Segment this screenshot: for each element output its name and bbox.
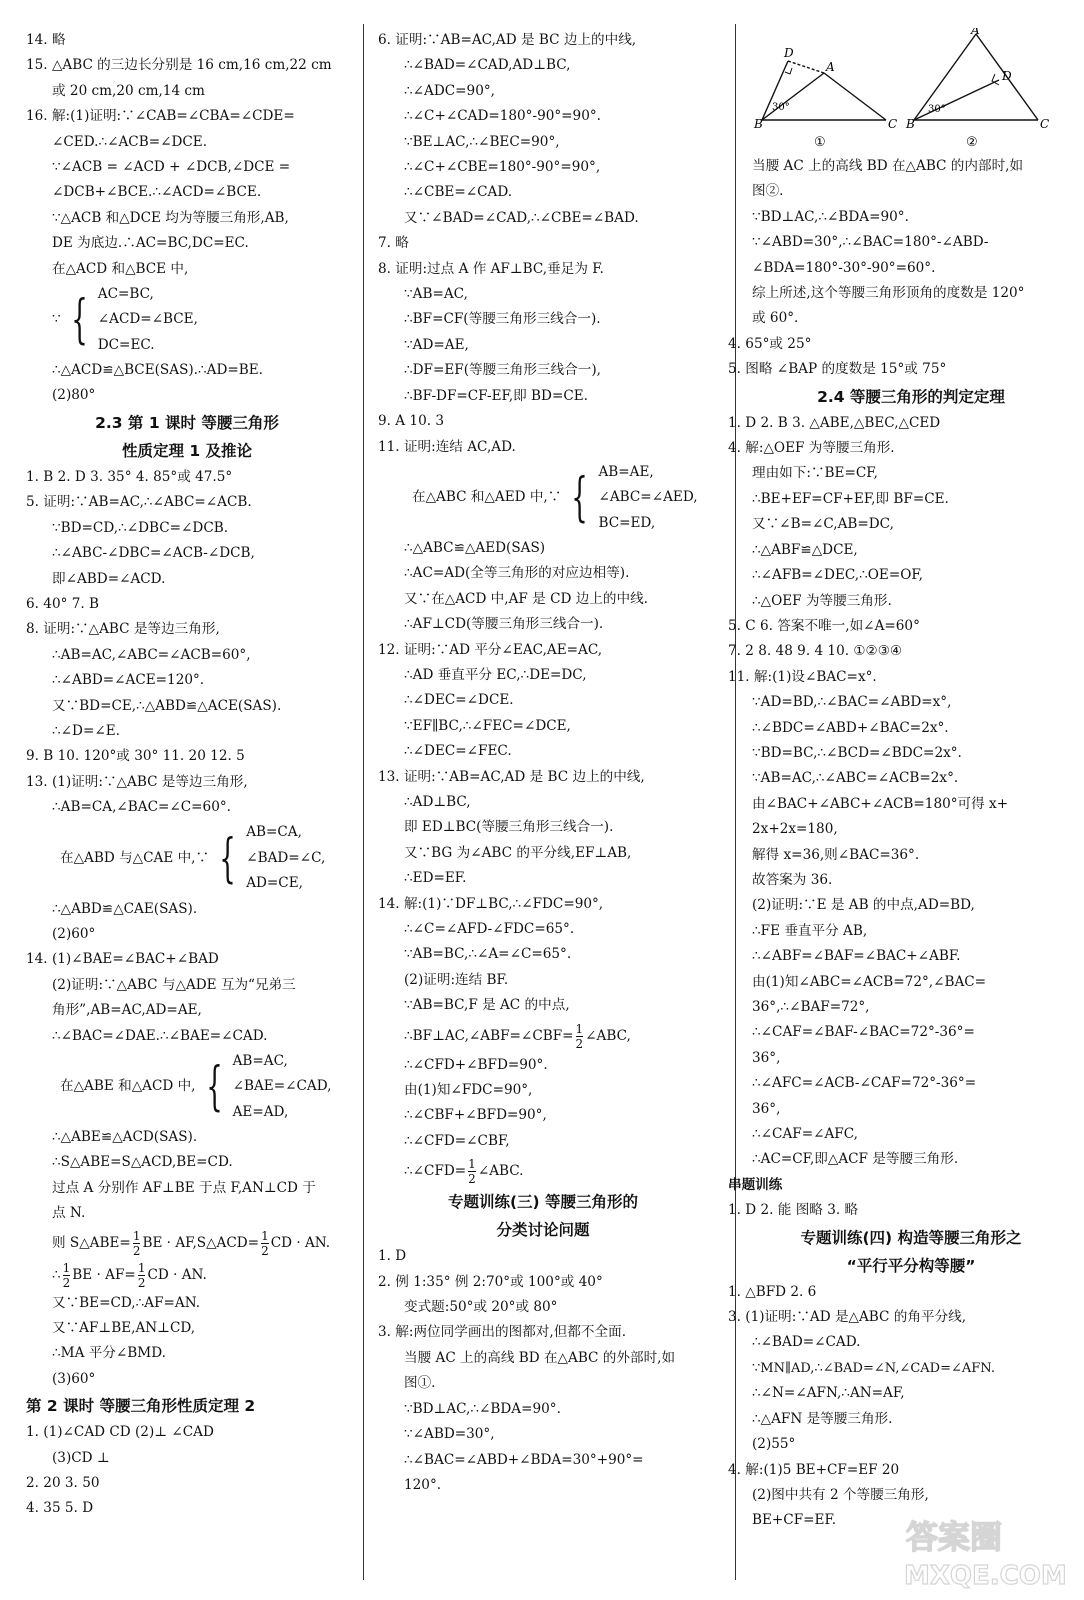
answer-line: 7. 2 8. 48 9. 4 10. ①②③④: [728, 643, 903, 660]
answer-line: ∵BD⊥AC,∴∠BDA=90°.: [752, 208, 909, 225]
answer-line: ∴∠DEC=∠DCE.: [404, 692, 514, 709]
figure-number: ②: [966, 135, 978, 150]
answer-line: 或 60°.: [752, 310, 799, 327]
answer-line: ∴∠D=∠E.: [52, 722, 120, 739]
figure-number: ①: [814, 135, 826, 150]
answer-line: 又∵∠B=∠C,AB=DC,: [752, 516, 894, 533]
angle-label: 30°: [928, 104, 946, 115]
answer-line: (2)证明:∵△ABC 与△ADE 互为“兄弟三: [52, 976, 296, 993]
answer-line: 1. D 2. 能 图略 3. 略: [728, 1202, 859, 1219]
answer-line: ∵AB=BC,F 是 AC 的中点,: [404, 997, 570, 1014]
answer-line: (3)60°: [52, 1370, 96, 1387]
answer-line: 过点 A 分别作 AF⊥BE 于点 F,AN⊥CD 于: [52, 1179, 316, 1196]
answer-line: 当腰 AC 上的高线 BD 在△ABC 的内部时,如: [752, 158, 1024, 174]
answer-line: 即∠ABD=∠ACD.: [52, 570, 166, 587]
answer-line: (2)60°: [52, 925, 96, 942]
point-label: D: [784, 46, 794, 60]
section-heading: “平行平分构等腰”: [846, 1256, 976, 1275]
answer-line: 由∠BAC+∠ABC+∠ACB=180°可得 x+: [752, 795, 1009, 812]
geometry-figure: [752, 28, 1070, 154]
answer-line: ∵EF∥BC,∴∠FEC=∠DCE,: [404, 717, 571, 734]
answer-line: ∴∠ABF=∠BAF=∠BAC+∠ABF.: [752, 948, 961, 965]
svg-text:答案圈: 答案圈: [906, 1518, 1003, 1556]
answer-line: 11. 证明:连结 AC,AD.: [378, 438, 516, 455]
answer-line: ∴∠AFC=∠ACB-∠CAF=72°-36°=: [752, 1075, 977, 1092]
column-2: [378, 28, 708, 1498]
answer-line: 13. 证明:∵AB=AC,AD 是 BC 边上的中线,: [378, 768, 645, 785]
answer-line: ∵AD=BD,∴∠BAC=∠ABD=x°,: [752, 694, 952, 711]
answer-line: 4. 解:(1)5 BE+CF=EF 20: [728, 1461, 900, 1478]
answer-line: ∠BDA=180°-30°-90°=60°.: [752, 259, 936, 276]
point-label: C: [1040, 117, 1050, 131]
answer-line: ∴∠ABD=∠ACE=120°.: [52, 672, 205, 689]
point-label: A: [971, 28, 980, 37]
answer-line: 又∵AF⊥BE,AN⊥CD,: [52, 1320, 196, 1337]
answer-line: (2)80°: [52, 387, 96, 404]
answer-line: 3. (1)证明:∵AD 是△ABC 的角平分线,: [728, 1309, 967, 1326]
answer-line: 图①.: [404, 1375, 436, 1392]
answer-line: ∴∠BAC=∠ABD+∠BDA=30°+90°=: [404, 1451, 644, 1468]
angle-label: 30°: [772, 102, 790, 113]
answer-line: 5. 图略 ∠BAP 的度数是 15°或 75°: [728, 361, 947, 378]
answer-line: (3)CD ⊥: [52, 1449, 110, 1466]
answer-line: 4. 35 5. D: [26, 1500, 94, 1517]
answer-line: 14. 解:(1)∵DF⊥BC,∴∠FDC=90°,: [378, 895, 604, 912]
section-heading: 2.4 等腰三角形的判定定理: [817, 387, 1005, 406]
system-line: ∠BAD=∠C,: [246, 849, 326, 866]
answer-line: 1. B 2. D 3. 35° 4. 85°或 47.5°: [26, 468, 233, 485]
answer-line: ∵BD=BC,∴∠BCD=∠BDC=2x°.: [752, 744, 962, 761]
column-1: [26, 28, 348, 1522]
answer-line: ∴∠CAF=∠BAF-∠BAC=72°-36°=: [752, 1024, 975, 1041]
answer-line: ∴△ABC≌△AED(SAS): [404, 539, 546, 556]
answer-line: ∴ED=EF.: [404, 870, 467, 887]
fraction: $\frac{1}{2}$: [261, 1228, 269, 1258]
point-label: B: [754, 117, 763, 131]
equation-system: 在△ABC 和△AED 中,∵ { AB=AE, ∠ABC=∠AED, BC=ED,: [378, 460, 708, 536]
system-line: DC=EC.: [97, 336, 155, 353]
answer-line: 6. 40° 7. B: [26, 595, 99, 612]
brace-icon: {: [571, 467, 589, 528]
answer-line: 又∵BG 为∠ABC 的平分线,EF⊥AB,: [404, 844, 632, 861]
answer-line: ∵MN∥AD,∴∠BAD=∠N,∠CAD=∠AFN.: [752, 1360, 995, 1376]
answer-line: 36°,: [752, 1049, 781, 1066]
answer-line: 7. 略: [378, 235, 409, 252]
svg-text:MXQE.COM: MXQE.COM: [904, 1561, 1066, 1591]
brace-icon: {: [205, 1057, 223, 1117]
sub-heading: 串题训练: [728, 1176, 783, 1193]
answer-line: ∴△ABE≌△ACD(SAS).: [52, 1129, 198, 1145]
answer-line: ∠CED.∴∠ACB=∠DCE.: [52, 133, 208, 150]
answer-line: ∴∠CFD=∠CBF,: [404, 1132, 510, 1149]
answer-line: ∴AC=CF,即△ACF 是等腰三角形.: [752, 1151, 959, 1168]
answer-line: 故答案为 36.: [752, 871, 833, 888]
answer-line: ∴MA 平分∠BMD.: [52, 1345, 166, 1362]
system-line: AB=CA,: [246, 824, 302, 841]
answer-line: 当腰 AC 上的高线 BD 在△ABC 的外部时,如: [404, 1349, 676, 1366]
answer-line: ∴∠BAC=∠DAE.∴∠BAE=∠CAD.: [52, 1027, 268, 1044]
answer-line: ∴BF-DF=CF-EF,即 BD=CE.: [404, 387, 588, 404]
answer-line: 在△ACD 和△BCE 中,: [52, 260, 189, 277]
section-heading: 2.3 第 1 课时 等腰三角形: [95, 413, 279, 432]
answer-line: ∵BE⊥AC,∴∠BEC=90°,: [404, 133, 560, 150]
answer-line: ∴BF=CF(等腰三角形三线合一).: [404, 311, 601, 328]
answer-line: ∴BF⊥AC,∠ABF=∠CBF= $\frac{1}{2}$ ∠ABC,: [404, 1021, 631, 1051]
answer-line: ∵△ACB 和△DCE 均为等腰三角形,AB,: [52, 209, 289, 226]
answer-line: ∴∠ADC=90°,: [404, 82, 495, 99]
section-heading: 专题训练(四) 构造等腰三角形之: [800, 1228, 1022, 1247]
fraction: $\frac{1}{2}$: [575, 1021, 584, 1051]
answer-line: ∴∠N=∠AFN,∴AN=AF,: [752, 1385, 905, 1402]
answer-line: ∴△AFN 是等腰三角形.: [752, 1410, 893, 1427]
answer-line: ∵∠ABD=30°,∴∠BAC=180°-∠ABD-: [752, 234, 989, 251]
fraction: $\frac{1}{2}$: [137, 1260, 146, 1290]
answer-line: ∴AC=AD(全等三角形的对应边相等).: [404, 565, 630, 582]
answer-line: 又∵在△ACD 中,AF 是 CD 边上的中线.: [404, 590, 648, 607]
system-line: ∠BAE=∠CAD,: [232, 1078, 332, 1095]
answer-line: ∴AD 垂直平分 EC,∴DE=DC,: [404, 666, 587, 683]
answer-line: 即 ED⊥BC(等腰三角形三线合一).: [404, 819, 614, 836]
answer-line: 9. A 10. 3: [378, 413, 445, 430]
point-label: C: [888, 117, 898, 131]
answer-line: 6. 证明:∵AB=AC,AD 是 BC 边上的中线,: [378, 32, 637, 48]
answer-line: 综上所述,这个等腰三角形顶角的度数是 120°: [752, 285, 1025, 302]
system-line: AE=AD,: [232, 1103, 289, 1120]
section-heading: 第 2 课时 等腰三角形性质定理 2: [26, 1397, 256, 1416]
answer-line: ∵BD=CD,∴∠DBC=∠DCB.: [52, 519, 229, 536]
answer-line: 角形”,AB=AC,AD=AE,: [52, 1002, 202, 1019]
answer-line: ∴∠CAF=∠AFC,: [752, 1126, 858, 1143]
column-3: [728, 28, 1070, 1534]
answer-line: ∴∠BDC=∠ABD+∠BAC=2x°.: [752, 719, 949, 736]
answer-line: ∴∠BAD=∠CAD.: [752, 1334, 861, 1351]
answer-line: DE 为底边.∴AC=BC,DC=EC.: [52, 235, 249, 252]
answer-line: 由(1)知∠FDC=90°,: [404, 1082, 533, 1099]
answer-line: ∴∠CFD+∠BFD=90°.: [404, 1056, 548, 1073]
answer-line: ∴∠ABC-∠DBC=∠ACB-∠DCB,: [52, 545, 255, 562]
answer-line: (2)图中共有 2 个等腰三角形,: [752, 1486, 929, 1503]
equation-system: 在△ABE 和△ACD 中, { AB=AC, ∠BAE=∠CAD, AE=AD,: [26, 1049, 348, 1125]
point-label: A: [826, 60, 835, 74]
fraction: $\frac{1}{2}$: [62, 1260, 71, 1290]
system-line: BC=ED,: [598, 514, 656, 531]
section-heading: 性质定理 1 及推论: [121, 441, 253, 460]
answer-line: ∴∠CFD= $\frac{1}{2}$ ∠ABC.: [404, 1157, 524, 1187]
answer-line: 36°,∴∠BAF=72°,: [752, 999, 870, 1015]
answer-line: ∴AB=CA,∠BAC=∠C=60°.: [52, 799, 231, 816]
fraction: $\frac{1}{2}$: [132, 1228, 141, 1258]
answer-line: ∴ $\frac{1}{2}$ BE · AF= $\frac{1}{2}$ CD · AN.: [52, 1260, 207, 1290]
answer-line: 2x+2x=180,: [752, 821, 838, 838]
answer-line: 4. 解:△OEF 为等腰三角形.: [728, 440, 895, 457]
answer-line: 或 20 cm,20 cm,14 cm: [52, 82, 205, 99]
answer-line: ∵AB=AC,: [404, 286, 468, 303]
answer-line: ∴AB=AC,∠ABC=∠ACB=60°,: [52, 646, 251, 663]
system-line: AB=AE,: [598, 463, 654, 480]
answer-line: ∵∠ABD=30°,: [404, 1426, 495, 1443]
answer-line: 8. 证明:∵△ABC 是等边三角形,: [26, 621, 220, 638]
answer-line: 则 S△ABE= $\frac{1}{2}$ BE · AF,S△ACD= $\frac{1}{2}$ CD · AN.: [52, 1228, 331, 1258]
answer-line: ∴∠CBE=∠CAD.: [404, 184, 513, 201]
answer-line: 8. 证明:过点 A 作 AF⊥BC,垂足为 F.: [378, 260, 604, 277]
answer-line: 解得 x=36,则∠BAC=36°.: [752, 846, 920, 863]
answer-line: ∴△ABD≌△CAE(SAS).: [52, 900, 198, 917]
column-divider-1: [363, 24, 364, 1580]
answer-line: 又∵BD=CE,∴△ABD≌△ACE(SAS).: [52, 697, 282, 714]
answer-line: 16. 解:(1)证明:∵∠CAB=∠CBA=∠CDE=: [26, 108, 295, 125]
answer-line: ∵AD=AE,: [404, 336, 469, 353]
answer-line: 15. △ABC 的三边长分别是 16 cm,16 cm,22 cm: [26, 57, 332, 74]
system-line: ∠ACD=∠BCE,: [97, 311, 198, 328]
answer-line: ∴∠C=∠AFD-∠FDC=65°.: [404, 921, 575, 937]
point-label: D: [1002, 69, 1012, 83]
answer-line: ∴△ACD≌△BCE(SAS).∴AD=BE.: [52, 362, 263, 379]
answer-line: ∴BE+EF=CF+EF,即 BF=CE.: [752, 490, 949, 507]
answer-line: 120°.: [404, 1476, 442, 1493]
answer-line: ∠DCB+∠BCE.∴∠ACD=∠BCE.: [52, 184, 262, 201]
answer-line: 14. (1)∠BAE=∠BAC+∠BAD: [26, 951, 219, 968]
answer-line: 36°,: [752, 1100, 781, 1117]
answer-line: 点 N.: [52, 1205, 86, 1222]
answer-line: ∴AF⊥CD(等腰三角形三线合一).: [404, 616, 604, 633]
answer-line: ∴△ABF≌△DCE,: [752, 541, 858, 558]
answer-line: BE+CF=EF.: [752, 1512, 837, 1529]
answer-line: ∵BD⊥AC,∴∠BDA=90°.: [404, 1400, 561, 1417]
section-heading: 专题训练(三) 等腰三角形的: [447, 1193, 639, 1212]
answer-line: ∴DF=EF(等腰三角形三线合一),: [404, 362, 601, 379]
answer-line: (2)证明:∵E 是 AB 的中点,AD=BD,: [752, 897, 975, 914]
answer-line: 13. (1)证明:∵△ABC 是等边三角形,: [26, 773, 248, 790]
answer-line: 1. D 2. B 3. △ABE,△BEC,△CED: [728, 414, 941, 431]
answer-line: ∴AD⊥BC,: [404, 793, 471, 810]
answer-line: ∴FE 垂直平分 AB,: [752, 922, 868, 939]
answer-line: ∴△OEF 为等腰三角形.: [752, 592, 892, 609]
answer-line: 9. B 10. 120°或 30° 11. 20 12. 5: [26, 748, 245, 765]
answer-line: 5. 证明:∵AB=AC,∴∠ABC=∠ACB.: [26, 494, 252, 511]
answer-line: 理由如下:∵BE=CF,: [752, 465, 878, 482]
answer-line: 5. C 6. 答案不唯一,如∠A=60°: [728, 617, 920, 634]
answer-line: ∵∠ACB = ∠ACD + ∠DCB,∠DCE =: [52, 159, 291, 176]
system-line: AB=AC,: [232, 1052, 288, 1069]
answer-line: (2)55°: [752, 1436, 796, 1453]
fraction: $\frac{1}{2}$: [468, 1157, 476, 1187]
equation-system: ∵ { AC=BC, ∠ACD=∠BCE, DC=EC.: [26, 282, 348, 358]
answer-line: 4. 65°或 25°: [728, 335, 812, 352]
answer-line: 12. 证明:∵AD 平分∠EAC,AE=AC,: [378, 641, 603, 658]
triangle-figures: [752, 28, 1070, 154]
answer-line: 1. D: [378, 1248, 407, 1265]
answer-line: ∵AB=AC,∴∠ABC=∠ACB=2x°.: [752, 770, 959, 787]
answer-line: ∴∠DEC=∠FEC.: [404, 743, 512, 760]
system-line: ∠ABC=∠AED,: [598, 489, 698, 506]
answer-line: ∴∠AFB=∠DEC,∴OE=OF,: [752, 567, 924, 584]
answer-line: (2)证明:连结 BF.: [404, 971, 509, 988]
watermark-logo: [886, 1504, 1066, 1594]
answer-line: ∴∠BAD=∠CAD,AD⊥BC,: [404, 57, 571, 74]
brace-icon: {: [70, 290, 88, 351]
answer-line: 2. 20 3. 50: [26, 1475, 100, 1492]
answer-line: 3. 解:两位同学画出的图都对,但都不全面.: [378, 1324, 627, 1341]
answer-line: 11. 解:(1)设∠BAC=x°.: [728, 668, 877, 685]
system-line: AC=BC,: [97, 285, 154, 302]
answer-line: ∴∠C+∠CBE=180°-90°=90°,: [404, 159, 601, 176]
brace-icon: {: [219, 828, 236, 889]
answer-line: 变式题:50°或 20°或 80°: [404, 1299, 558, 1316]
answer-line: 1. △BFD 2. 6: [728, 1283, 817, 1300]
answer-line: 图②.: [752, 183, 784, 200]
answer-line: ∴S△ABE=S△ACD,BE=CD.: [52, 1154, 233, 1171]
column-divider-2: [735, 24, 736, 1580]
answer-line: 2. 例 1:35° 例 2:70°或 100°或 40°: [378, 1273, 603, 1290]
answer-line: 由(1)知∠ABC=∠ACB=72°,∠BAC=: [752, 973, 987, 990]
answer-line: 1. (1)∠CAD CD (2)⊥ ∠CAD: [26, 1424, 214, 1441]
answer-line: 又∵∠BAD=∠CAD,∴∠CBE=∠BAD.: [404, 209, 639, 226]
answer-line: ∵AB=BC,∴∠A=∠C=65°.: [404, 946, 572, 963]
system-line: AD=CE,: [246, 875, 303, 892]
answer-line: ∴∠CBF+∠BFD=90°,: [404, 1107, 547, 1124]
answer-line: ∴∠C+∠CAD=180°-90°=90°.: [404, 108, 601, 125]
answer-line: 又∵BE=CD,∴AF=AN.: [52, 1294, 201, 1311]
section-heading: 分类讨论问题: [496, 1221, 590, 1240]
equation-system: 在△ABD 与△CAE 中,∵ { AB=CA, ∠BAD=∠C, AD=CE,: [26, 821, 348, 897]
answer-line: 14. 略: [26, 32, 66, 48]
point-label: B: [906, 117, 915, 131]
